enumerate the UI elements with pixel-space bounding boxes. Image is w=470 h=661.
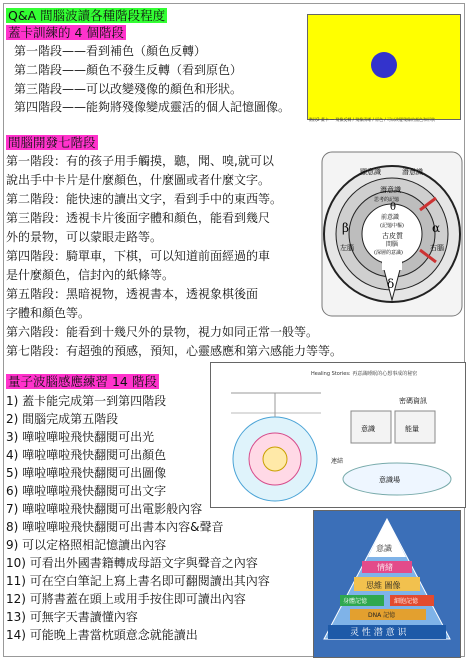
s2-line-10: 第六階段：能看到十幾尺外的景物，視力如同正常一般等。 (6, 325, 319, 339)
diagram-alpha: α (432, 221, 441, 235)
s3-item-1: 1) 蓋卡能完成第一到第四階段 (6, 394, 167, 408)
s2-line-9: 字體和顏色等。 (6, 306, 91, 320)
s3-item-13: 13) 可無字天書讀懂內容 (6, 610, 138, 624)
section2-heading: 間腦開發七階段 (8, 135, 96, 150)
diagram-inner-sub: 思考的記憶 (374, 197, 400, 203)
section3-heading: 量子波腦感應練習 14 階段 (8, 374, 157, 389)
diagram-core-sub2: (深層的意識) (374, 250, 403, 256)
pyramid-thought: 思維 圖像 (366, 581, 401, 590)
s3-item-14: 14) 可能晚上書當枕頭意念就能讀出 (6, 628, 198, 642)
s2-line-4: 第三階段：透視卡片後面字體和顏色，能看到幾尺 (6, 211, 271, 225)
s1-line-4: 第四階段——能夠將殘像變成靈活的個人記憶圖像。 (14, 100, 291, 114)
s2-line-8: 第五階段：黑暗視物，透視書本，透視象棋後面 (6, 287, 259, 301)
pyramid-svg (314, 511, 460, 657)
healing-stories-diagram (210, 362, 466, 508)
pyramid-body: 身體記憶 (343, 598, 368, 605)
healing-label-2: 能量 (405, 425, 419, 433)
s3-item-11: 11) 可在空白筆記上寫上書名即可翻閱讀出其內容 (6, 574, 270, 588)
s3-item-10: 10) 可看出外國書籍轉成母語文字與聲音之內容 (6, 556, 258, 570)
diagram-right-brain: 右腦 (430, 244, 444, 252)
pyramid-dna: DNA 記憶 (368, 612, 396, 619)
s2-line-3: 第二階段：能快速的讀出文字，看到手中的東西等。 (6, 192, 283, 206)
diagram-theta: θ (390, 202, 397, 213)
brain-wave-diagram (320, 150, 464, 318)
section1-heading: Q&A 間腦波讀各種階段程度 (8, 8, 166, 23)
s1-line-3: 第三階段——可以改變殘像的顏色和形狀。 (14, 82, 243, 96)
diagram-top-right: 潛意識 (402, 168, 423, 176)
healing-label-4: 意識場 (379, 476, 400, 484)
section1-subheading: 蓋卡訓練的 4 個階段 (8, 25, 124, 40)
s1-line-2: 第二階段——顏色不發生反轉（看到原色） (14, 63, 243, 77)
brain-wave-svg (320, 150, 464, 318)
blue-dot (371, 52, 397, 78)
s1-line-1: 第一階段——看到補色（顏色反轉） (14, 44, 207, 58)
healing-svg (211, 363, 465, 507)
consciousness-pyramid (313, 510, 461, 658)
diagram-inner-top: 潛意識 (380, 186, 401, 194)
s3-item-2: 2) 間腦完成第五階段 (6, 412, 119, 426)
pyramid-cell: 細胞記憶 (394, 598, 419, 605)
s3-item-6: 6) 嘩啦嘩啦飛快翻閱可出文字 (6, 484, 167, 498)
healing-label-1: 意識 (361, 425, 375, 433)
s3-item-4: 4) 嘩啦嘩啦飛快翻閱可出顏色 (6, 448, 167, 462)
s3-item-7: 7) 嘩啦嘩啦飛快翻閱可出電影般內容 (6, 502, 203, 516)
s3-item-5: 5) 嘩啦嘩啦飛快翻閱可出圖像 (6, 466, 167, 480)
s3-item-9: 9) 可以定格照相記憶讀出內容 (6, 538, 167, 552)
s3-item-8: 8) 嘩啦嘩啦飛快翻閱可出書本內容&聲音 (6, 520, 224, 534)
s3-item-3: 3) 嘩啦嘩啦飛快翻閱可出光 (6, 430, 155, 444)
diagram-core-sub: 間腦 (386, 241, 399, 248)
s2-line-5: 外的景物，可以蒙眼走路等。 (6, 230, 163, 244)
pyramid-emotion: 情緒 (377, 563, 393, 572)
s2-line-1: 第一階段：有的孩子用手觸摸，聽，聞、嗅,就可以 (6, 154, 274, 168)
pyramid-bottom: 灵 性 潜 意 识 (350, 628, 407, 638)
diagram-top-left: 顯意識 (360, 168, 381, 176)
diagram-core: 古皮質 (382, 232, 403, 240)
s2-line-6: 第四階段：騎單車，下棋，可以知道前面經過的車 (6, 249, 271, 263)
healing-label-3: 密碼資訊 (399, 397, 427, 405)
s2-line-11: 第七階段：有超強的預感，預知，心靈感應和第六感能力等等。 (6, 344, 343, 358)
diagram-delta: δ (387, 277, 395, 291)
s3-item-12: 12) 可將書蓋在頭上或用手按住即可讀出內容 (6, 592, 246, 606)
healing-label-5: 連結 (331, 458, 344, 465)
s2-line-2: 說出手中卡片是什麼顏色，什麼圖或者什麼文字。 (6, 173, 271, 187)
diagram-beta: β (342, 221, 349, 235)
s2-line-7: 是什麼顏色，信封內的紙條等。 (6, 268, 175, 282)
pyramid-top: 意識 (376, 544, 392, 553)
card-caption: 階段2 畫卡 — 殘像反轉 / 殘像清晰 / 原色 / 可以改變殘像的顏色和形狀 (309, 117, 436, 122)
healing-title: Healing Stories: 再意識睡眠的心想事成的秘密 (311, 371, 418, 377)
diagram-theta-sub: (記憶中樞) (380, 223, 404, 229)
diagram-left-brain: 左腦 (340, 244, 354, 252)
diagram-theta-label: 前意識 (381, 214, 400, 221)
